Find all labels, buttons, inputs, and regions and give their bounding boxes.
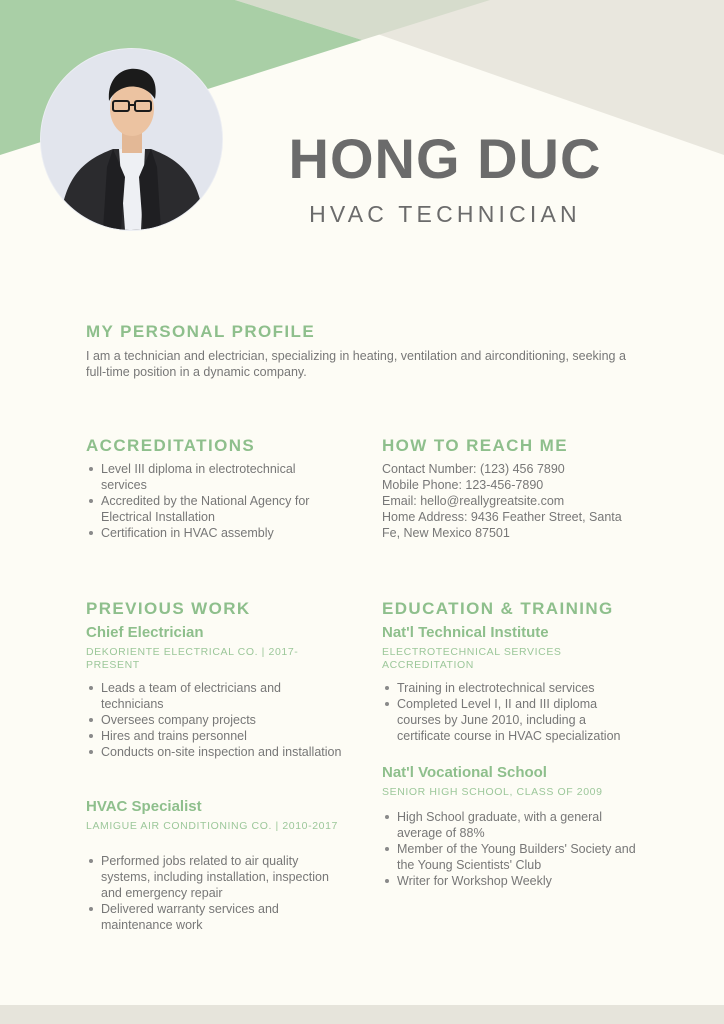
school-details-list — [382, 809, 642, 889]
job-duties-list — [86, 680, 346, 760]
school-name: Nat'l Technical Institute — [382, 624, 549, 641]
list-item: Delivered warranty services and maintenance work — [86, 901, 346, 933]
portrait-illustration — [41, 49, 222, 230]
list-item: Level III diploma in electrotechnical services — [86, 461, 336, 493]
mobile-phone: Mobile Phone: 123-456-7890 — [382, 478, 544, 492]
list-item: Completed Level I, II and III diploma courses by June 2010, including a certificate course in HVAC specialization — [382, 696, 642, 744]
list-item: Writer for Workshop Weekly — [382, 873, 642, 889]
school-entry-header — [382, 623, 642, 672]
home-address: Home Address: 9436 Feather Street, Santa Fe, New Mexico 87501 — [382, 510, 622, 540]
job-company-dates: DEKORIENTE ELECTRICAL CO. | 2017-PRESENT — [86, 646, 299, 671]
list-item: Training in electrotechnical services — [382, 680, 642, 696]
accreditations-list — [86, 461, 336, 541]
contact-details — [382, 461, 642, 541]
profile-text: I am a technician and electrician, specializing in heating, ventilation and airconditioning, seeking a full-time position in a dynamic company. — [86, 349, 626, 379]
accreditations-heading: ACCREDITATIONS — [86, 436, 256, 455]
profile-heading: MY PERSONAL PROFILE — [86, 322, 316, 341]
school-details-list — [382, 680, 642, 744]
job-position: HVAC Specialist — [86, 798, 202, 815]
job-entry-header — [86, 623, 346, 672]
contact-number: Contact Number: (123) 456 7890 — [382, 462, 565, 476]
school-entry-header — [382, 763, 642, 799]
job-title-header: HVAC TECHNICIAN — [309, 201, 581, 227]
education-heading: EDUCATION & TRAINING — [382, 599, 614, 618]
contact-heading: HOW TO REACH ME — [382, 436, 568, 455]
bottom-band — [0, 1005, 724, 1024]
job-duties-list — [86, 853, 346, 933]
list-item: Conducts on-site inspection and installation — [86, 744, 346, 760]
list-item: Oversees company projects — [86, 712, 346, 728]
list-item: Performed jobs related to air quality systems, including installation, inspection and emergency repair — [86, 853, 346, 901]
list-item: Certification in HVAC assembly — [86, 525, 336, 541]
email-address: Email: hello@reallygreatsite.com — [382, 494, 565, 508]
job-company-dates: LAMIGUE AIR CONDITIONING CO. | 2010-2017 — [86, 820, 338, 832]
job-position: Chief Electrician — [86, 624, 204, 641]
list-item: Member of the Young Builders' Society and the Young Scientists' Club — [382, 841, 642, 873]
school-program: ELECTROTECHNICAL SERVICES ACCREDITATION — [382, 646, 562, 671]
profile-photo — [40, 48, 223, 231]
candidate-name: HONG DUC — [288, 127, 602, 190]
list-item: Hires and trains personnel — [86, 728, 346, 744]
school-program: SENIOR HIGH SCHOOL, CLASS OF 2009 — [382, 786, 603, 798]
job-entry-header — [86, 797, 346, 833]
list-item: High School graduate, with a general average of 88% — [382, 809, 642, 841]
previous-work-heading: PREVIOUS WORK — [86, 599, 251, 618]
list-item: Leads a team of electricians and technicians — [86, 680, 346, 712]
list-item: Accredited by the National Agency for Electrical Installation — [86, 493, 336, 525]
school-name: Nat'l Vocational School — [382, 764, 547, 781]
